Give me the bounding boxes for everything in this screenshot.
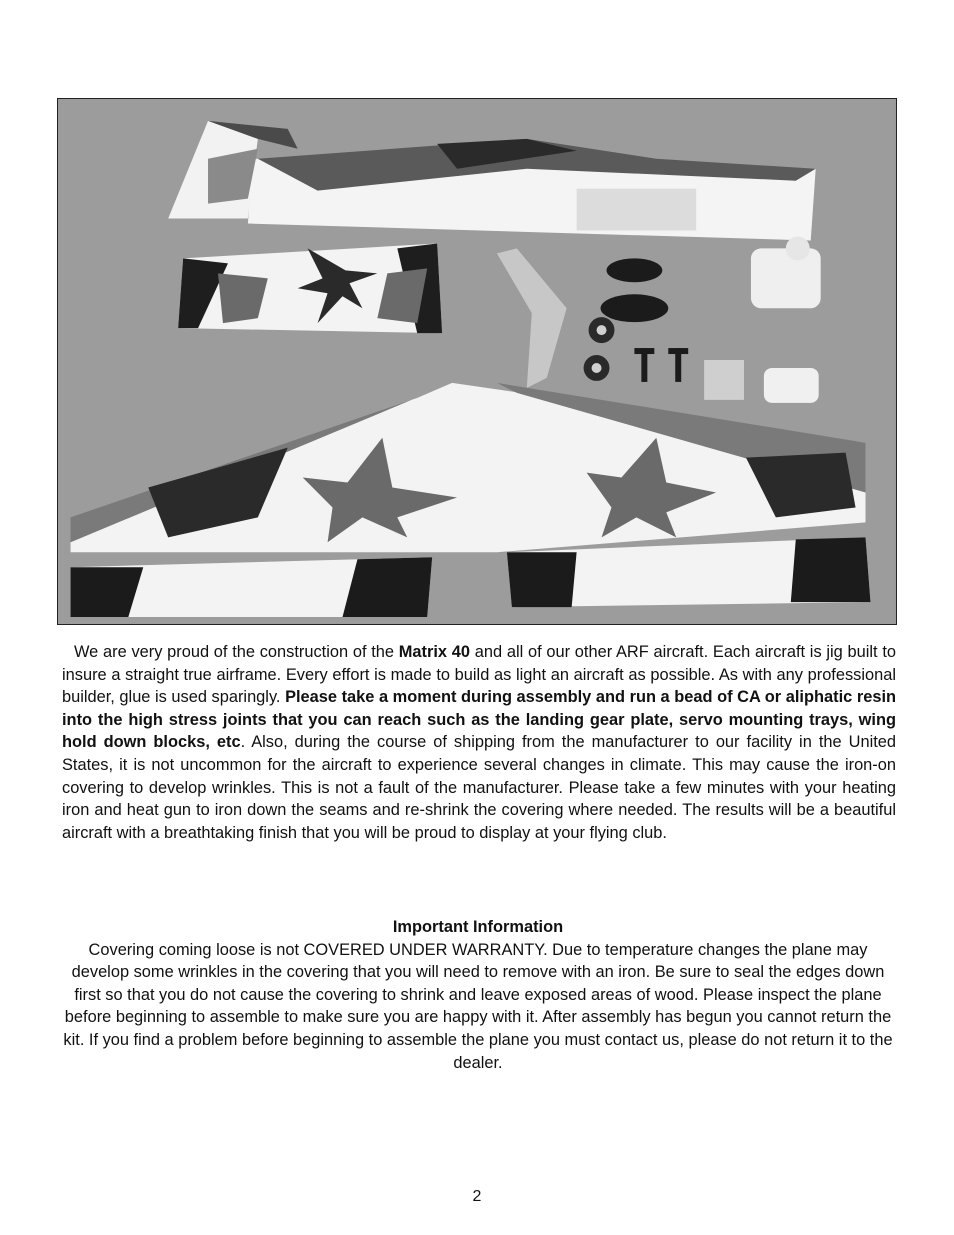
intro-text-part3: . Also, during the course of shipping from the manufacturer to our facility in the United States, it is not uncommon for the aircraft to experience several changes in climate. This may cause the iron-on covering to develop wrinkles. This is not a fault of the manufacturer. Please take a few minutes with your heating iron and heat gun to iron down the seams and re-shrink the covering where needed. The results will be a beautiful aircraft with a breathtaking finish that you will be proud to display at your flying club. [62,733,896,842]
intro-text-part2: and all of our other ARF aircraft. Each aircraft is jig built to insure a straight true airframe. Every effort is made to build as light an aircraft as possible. As with any professional builder, glue is used sparingly. [62,643,896,707]
important-information-body: Covering coming loose is not COVERED UNDER WARRANTY. Due to temperature changes the plane may develop some wrinkles in the covering that you will need to remove with an iron. Be sure to seal the edges down first so that you do not cause the covering to shrink and leave exposed areas of wood. Please inspect the plane before beginning to assemble to make sure you are happy with it. After assembly has begun you cannot return the kit. If you find a problem before beginning to assemble the plane you must contact us, please do not return it to the dealer. [63,940,893,1072]
important-information-section [58,916,898,1074]
important-information-title: Important Information [392,918,564,936]
horizontal-stabilizer [178,243,442,333]
intro-text [62,641,896,844]
intro-paragraph [62,641,896,844]
kit-parts-photo [57,98,897,625]
assembly-emphasis: Please take a moment during assembly and run a bead of CA or aliphatic resin into the high stress joints that you can reach such as the landing gear plate, servo mounting trays, wing hold down blocks, etc [62,688,897,752]
intro-text-part1: We are very proud of the construction of the [74,643,399,661]
kit-parts-illustration [58,99,896,624]
page-number: 2 [472,1188,482,1205]
model-name: Matrix 40 [398,643,471,661]
